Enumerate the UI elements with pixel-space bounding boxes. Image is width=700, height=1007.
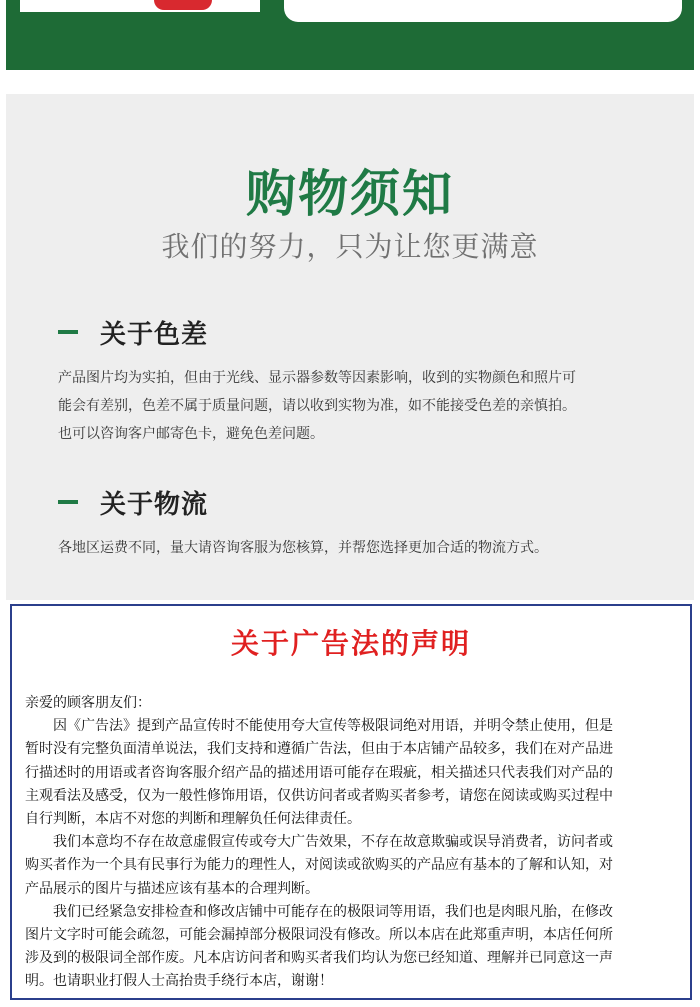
statement-line: 暂时没有完整负面清单说法，我们支持和遵循广告法，但由于本店铺产品较多，我们在对产品进: [25, 741, 613, 758]
section-heading-color: [58, 314, 208, 350]
statement-line: 主观看法及感受，仅为一般性修饰用语，仅供访问者或者购买者参考，请您在阅读或购买过程中: [25, 787, 613, 804]
statement-line: 图片文字时可能会疏忽，可能会漏掉部分极限词没有修改。所以本店在此郑重声明，本店任何所: [25, 927, 613, 944]
section-body-color: [58, 364, 658, 448]
statement-line: 行描述时的用语或者咨询客服介绍产品的描述用语可能存在瑕疵，相关描述只代表我们对产品的: [25, 764, 613, 781]
top-banner-band: [6, 0, 694, 70]
notice-subtitle: 我们的努力，只为让您更满意: [161, 230, 539, 263]
statement-line: 自行判断，本店不对您的判断和理解负任何法律责任。: [25, 811, 361, 828]
statement-body: [25, 692, 677, 994]
statement-line: 明。也请职业打假人士高抬贵手绕行本店，谢谢！: [25, 973, 333, 990]
ad-law-statement-box: [10, 604, 692, 1000]
statement-line: 购买者作为一个具有民事行为能力的理性人，对阅读或欲购买的产品应有基本的了解和认知，对: [25, 857, 613, 874]
section-title: 关于物流: [100, 489, 209, 520]
section-line: 各地区运费不同，量大请咨询客服为您核算，并帮您选择更加合适的物流方式。: [58, 540, 548, 556]
banner-white-strip: [20, 0, 260, 12]
section-line: 也可以咨询客户邮寄色卡，避免色差问题。: [58, 426, 324, 442]
statement-line: 产品展示的图片与描述应该有基本的合理判断。: [25, 880, 319, 897]
statement-line: 我们已经紧急安排检查和修改店铺中可能存在的极限词等用语，我们也是肉眼凡胎，在修改: [25, 903, 613, 920]
banner-white-card: [284, 0, 682, 22]
notice-title: 购物须知: [246, 165, 454, 223]
banner-product-image: [154, 0, 212, 10]
statement-line: 因《广告法》提到产品宣传时不能使用夸大宣传等极限词绝对用语，并明令禁止使用，但是: [25, 718, 613, 735]
shopping-notice-panel: [6, 94, 694, 600]
statement-line: 亲爱的顾客朋友们：: [25, 695, 151, 711]
section-dash-icon: [58, 330, 78, 334]
section-heading-logistics: [58, 484, 208, 520]
section-line: 产品图片均为实拍，但由于光线、显示器参数等因素影响，收到的实物颜色和照片可: [58, 370, 576, 386]
section-body-logistics: [58, 534, 658, 562]
statement-line: 我们本意均不存在故意虚假宣传或夸大广告效果，不存在故意欺骗或误导消费者，访问者或: [25, 834, 613, 851]
section-dash-icon: [58, 500, 78, 504]
section-line: 能会有差别，色差不属于质量问题，请以收到实物为准，如不能接受色差的亲慎拍。: [58, 398, 576, 414]
statement-line: 涉及到的极限词全部作废。凡本店访问者和购买者我们均认为您已经知道、理解并已同意这一声: [25, 950, 613, 967]
section-title: 关于色差: [100, 319, 209, 350]
statement-title: 关于广告法的声明: [230, 627, 471, 660]
